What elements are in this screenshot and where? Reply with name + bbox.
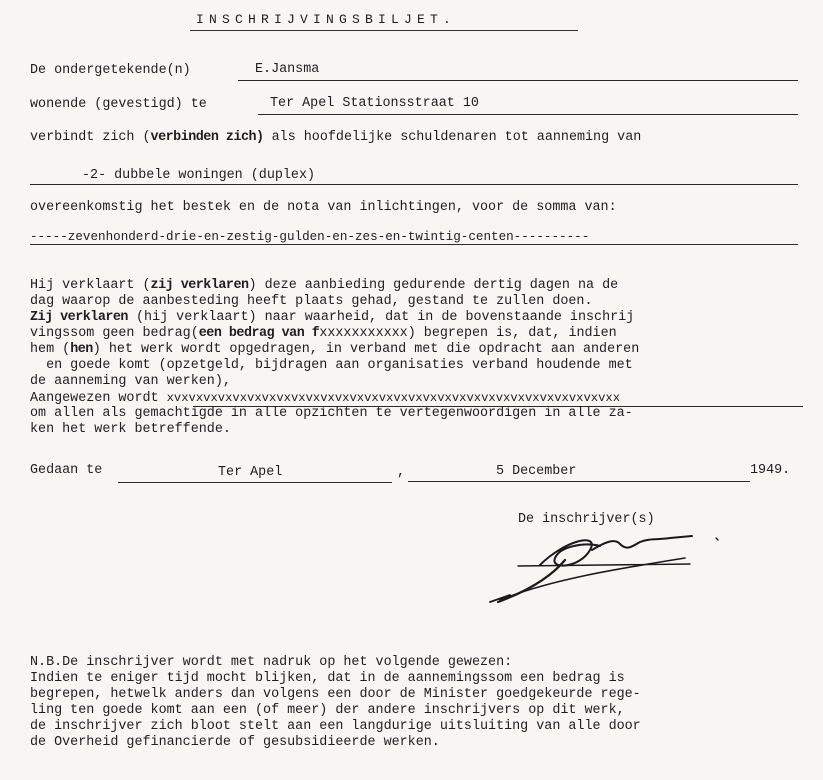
document-title: INSCHRIJVINGSBILJET.	[196, 12, 457, 27]
signer-label: De inschrijver(s)	[518, 512, 655, 527]
field-value-sum: -----zevenhonderd-drie-en-zestig-gulden-en-zes-en-twintig-centen----------	[30, 230, 590, 244]
note-line-3: begrepen, hetwelk anders dan volgens een door de Minister goedgekeurde rege-	[30, 687, 641, 702]
field-value-address: Ter Apel Stationsstraat 10	[270, 96, 479, 111]
body-l4-suffix: begrepen is, dat, indien	[415, 326, 617, 341]
body-l5-suffix: ) het werk wordt opgedragen, in verband met die opdracht aan anderen	[92, 342, 640, 357]
body-l8-prefix: Aangewezen wordt	[30, 391, 167, 406]
body-l3-suffix: (hij verklaart) naar waarheid, dat in de bovenstaande inschrij	[127, 310, 635, 325]
body-l8-x: xvxvxvxvxvxvxvxvxvxvxvxvxvxvxvxvxvxvxvxvxvxvxvxvxvxvxvxvxvxvxx	[166, 391, 621, 405]
struck-text-3: Zij verklaren	[30, 310, 128, 325]
done-at-label: Gedaan te	[30, 463, 103, 478]
body-line-6: en goede komt (opzetgeld, bijdragen aan organisaties verband houdende met	[30, 358, 633, 373]
field-label-name: De ondergetekende(n)	[30, 63, 191, 78]
body-l4-x: xxxxxxxxxxx)	[319, 326, 416, 341]
body-l4-prefix: vingssom geen bedrag(	[30, 326, 199, 341]
rule-address	[258, 114, 798, 115]
note-line-4: ling ten goede komt aan een (of meer) der andere inschrijvers op dit werk,	[30, 703, 625, 718]
rule-date	[408, 481, 750, 482]
rule-name	[238, 80, 798, 81]
body-line-2: dag waarop de aanbesteding heeft plaats gehad, gestand te zullen doen.	[30, 294, 593, 309]
struck-text-5: hen	[70, 342, 93, 357]
body-line-8	[30, 390, 620, 407]
handwritten-signature	[480, 520, 720, 610]
note-line-6: de Overheid gefinancierde of gesubsidieerde werken.	[30, 735, 440, 750]
text-binds-line	[30, 130, 641, 146]
struck-text-1: zij verklaren	[150, 278, 249, 293]
body-l1-prefix: Hij verklaart (	[30, 278, 151, 293]
struck-text-4: een bedrag van f	[198, 326, 320, 341]
body-line-3	[30, 310, 634, 326]
struck-text-binds: verbinden zich)	[150, 130, 264, 145]
done-at-place: Ter Apel	[218, 465, 283, 480]
field-value-work: -2- dubbele woningen (duplex)	[82, 168, 316, 183]
body-line-1	[30, 278, 618, 294]
title-underline	[190, 30, 578, 31]
binds-prefix: verbindt zich (	[30, 130, 151, 145]
note-line-5: de inschrijver zich bloot stelt aan een langdurige uitsluiting van alle door	[30, 719, 641, 734]
note-line-2: Indien te eniger tijd mocht blijken, dat in de aannemingssom een bedrag is	[30, 671, 625, 686]
rule-work	[30, 184, 798, 185]
field-value-name: E.Jansma	[255, 62, 320, 77]
body-line-5	[30, 342, 639, 358]
body-line-7: de aanneming van werken),	[30, 374, 231, 389]
rule-place	[118, 482, 392, 483]
body-line-4	[30, 326, 617, 342]
note-line-1: N.B.De inschrijver wordt met nadruk op het volgende gewezen:	[30, 655, 513, 670]
done-year: 1949.	[750, 463, 791, 478]
body-l1-suffix: ) deze aanbieding gedurende dertig dagen na de	[248, 278, 619, 293]
body-line-10: ken het werk betreffende.	[30, 422, 231, 437]
field-label-address: wonende (gevestigd) te	[30, 97, 207, 112]
binds-suffix: als hoofdelijke schuldenaren tot aanneming van	[263, 130, 642, 145]
done-date: 5 December	[496, 464, 577, 479]
body-l5-prefix: hem (	[30, 342, 71, 357]
signoff-comma: ,	[397, 465, 406, 480]
text-conformity: overeenkomstig het bestek en de nota van inlichtingen, voor de somma van:	[30, 200, 617, 215]
rule-sum	[30, 244, 798, 245]
body-line-9: om allen als gemachtigde in alle opzichten te vertegenwoordigen in alle za-	[30, 406, 633, 421]
